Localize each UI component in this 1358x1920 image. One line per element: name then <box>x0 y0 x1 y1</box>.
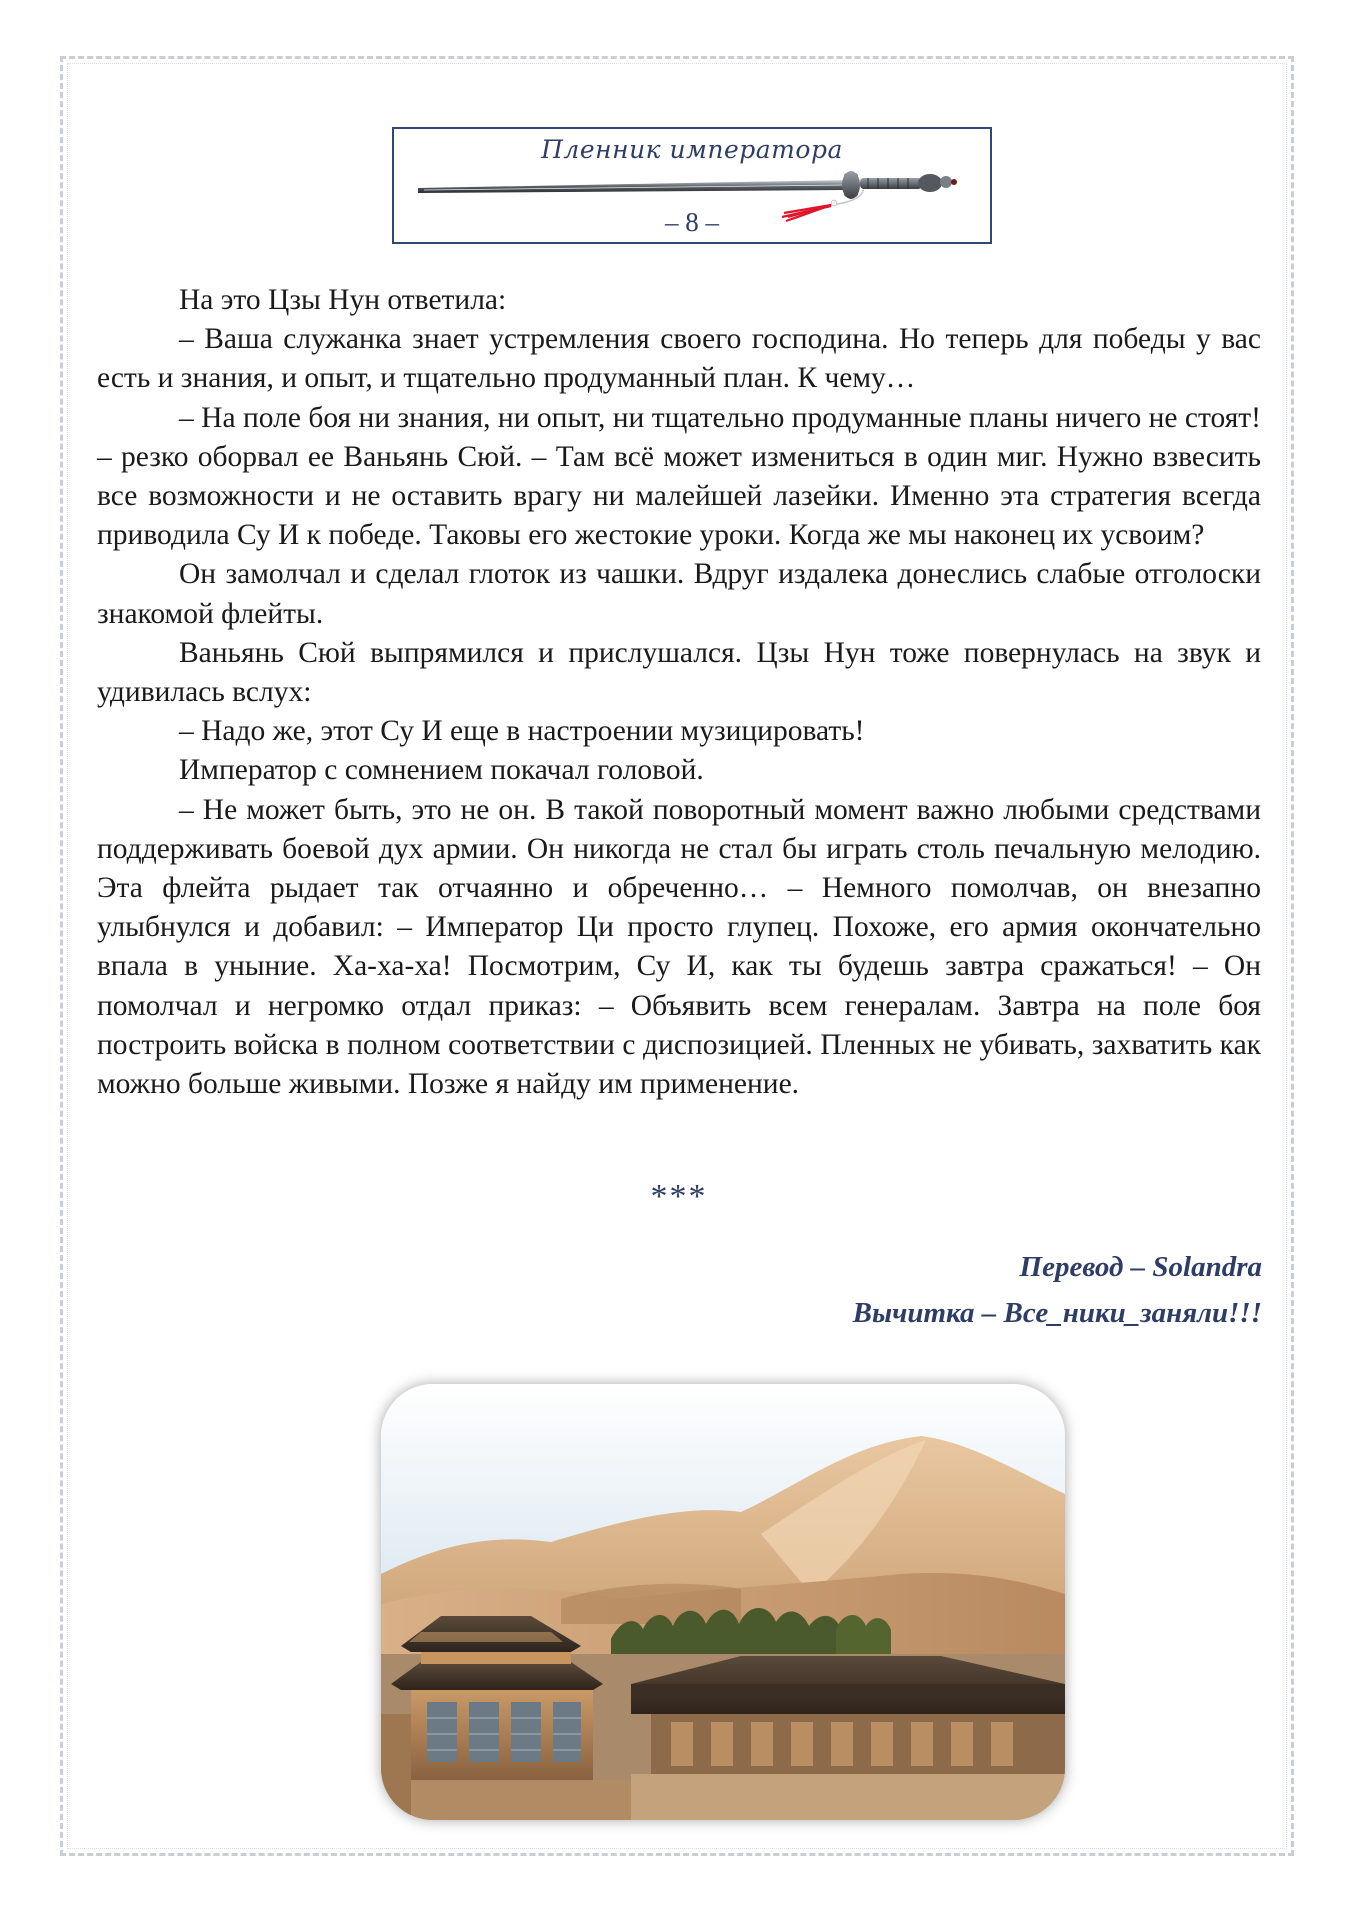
credit-translation: Перевод – Solandra <box>1019 1251 1262 1283</box>
paragraph: Император с сомнением покачал головой. <box>179 754 704 787</box>
desert-temple-image <box>381 1384 1065 1820</box>
credits <box>853 1244 1262 1336</box>
section-separator: *** <box>650 1178 708 1215</box>
illustration-photo <box>381 1384 1065 1820</box>
paragraph: – Ваша служанка знает устремления своего господина. Но теперь для победы у вас есть и знания, и опыт, и тщательно продуманный план. К чему… <box>97 323 1261 395</box>
page-header <box>392 127 992 244</box>
paragraph: – На поле боя ни знания, ни опыт, ни тщательно продуманные планы ничего не стоят! – резко оборвал ее Ваньянь Сюй. – Там всё может измениться в один миг. Нужно взвесить все возможности и не оставить врагу ни малейшей лазейки. Именно эта стратегия всегда приводила Су И к победе. Таковы его жестокие уроки. Когда же мы наконец их усвоим? <box>97 401 1261 552</box>
page-number: – 8 – <box>665 207 719 237</box>
header-title: Пленник императора <box>541 135 843 164</box>
paragraph: На это Цзы Нун ответила: <box>179 284 507 316</box>
main-text <box>97 281 1261 1104</box>
paragraph: – Надо же, этот Су И еще в настроении музицировать! <box>179 715 865 748</box>
paragraph: Он замолчал и сделал глоток из чашки. Вдруг издалека донеслись слабые отголоски знакомой флейты. <box>97 558 1261 630</box>
paragraph: Ваньянь Сюй выпрямился и прислушался. Цзы Нун тоже повернулась на звук и удивилась вслух: <box>97 636 1261 709</box>
paragraph: – Не может быть, это не он. В такой поворотный момент важно любыми средствами поддерживать боевой дух армии. Он никогда не стал бы играть столь печальную мелодию. Эта флейта рыдает так отчаянно и обреченно… – Немного помолчав, он внезапно улыбнулся и добавил: – Император Ци просто глупец. Похоже, его армия окончательно впала в уныние. Ха-ха-ха! Посмотрим, Су И, как ты будешь завтра сражаться! – Он помолчал и негромко отдал приказ: – Объявить всем генералам. Завтра на поле боя построить войска в полном соответствии с диспозицией. Пленных не убивать, захватить как можно больше живыми. Позже я найду им применение. <box>97 793 1261 1101</box>
credit-proofreading: Вычитка – Все_ники_заняли!!! <box>852 1297 1262 1329</box>
